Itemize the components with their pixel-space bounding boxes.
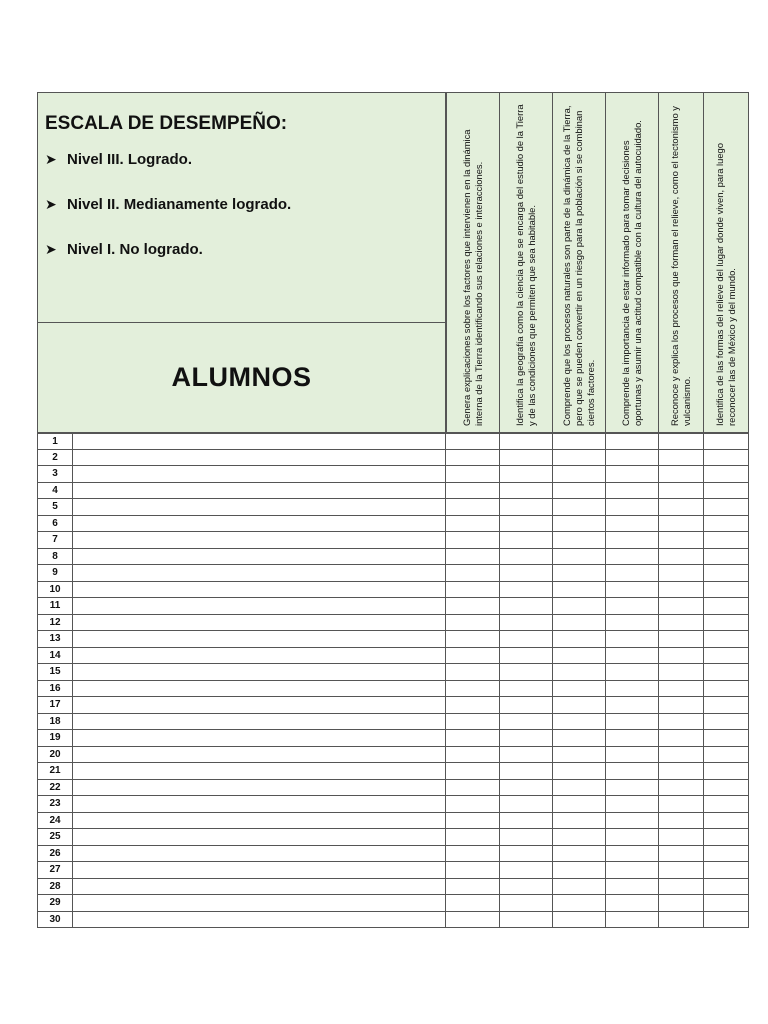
criterion-6-cell[interactable] (704, 549, 749, 566)
criterion-6-cell[interactable] (704, 648, 749, 665)
criterion-5-cell[interactable] (659, 796, 704, 813)
criterion-6-cell[interactable] (704, 466, 749, 483)
criterion-2-cell[interactable] (500, 846, 553, 863)
criterion-1-cell[interactable] (446, 912, 500, 929)
row-number: 20 (37, 747, 73, 764)
row-number: 19 (37, 730, 73, 747)
criterion-3-cell[interactable] (553, 565, 606, 582)
criterion-3-cell[interactable] (553, 780, 606, 797)
criterion-4-cell[interactable] (606, 598, 659, 615)
criterion-4-cell[interactable] (606, 631, 659, 648)
criterion-2-cell[interactable] (500, 483, 553, 500)
criterion-3-cell[interactable] (553, 879, 606, 896)
criterion-4-cell[interactable] (606, 895, 659, 912)
criterion-6-cell[interactable] (704, 714, 749, 731)
criterion-5-cell[interactable] (659, 912, 704, 929)
criterion-4-cell[interactable] (606, 730, 659, 747)
criterion-5-cell[interactable] (659, 631, 704, 648)
criterion-3-cell[interactable] (553, 912, 606, 929)
criterion-5-cell[interactable] (659, 780, 704, 797)
student-name-cell[interactable] (73, 532, 446, 549)
student-name-cell[interactable] (73, 846, 446, 863)
criterion-2-cell[interactable] (500, 912, 553, 929)
student-name-cell[interactable] (73, 813, 446, 830)
criterion-3-cell[interactable] (553, 829, 606, 846)
criterion-5-cell[interactable] (659, 895, 704, 912)
student-name-cell[interactable] (73, 681, 446, 698)
criterion-5-cell[interactable] (659, 598, 704, 615)
criterion-4-cell[interactable] (606, 813, 659, 830)
criterion-6-cell[interactable] (704, 450, 749, 467)
scale-title: ESCALA DE DESEMPEÑO: (45, 113, 288, 134)
criterion-1-cell[interactable] (446, 730, 500, 747)
criterion-6-cell[interactable] (704, 846, 749, 863)
criterion-2-cell[interactable] (500, 466, 553, 483)
student-name-cell[interactable] (73, 565, 446, 582)
table-row (37, 862, 749, 879)
table-row (37, 483, 749, 500)
criterion-6-cell[interactable] (704, 516, 749, 533)
row-number: 23 (37, 796, 73, 813)
criterion-4-cell[interactable] (606, 549, 659, 566)
criterion-5-cell[interactable] (659, 565, 704, 582)
evaluation-sheet (37, 92, 749, 928)
criterion-6-cell[interactable] (704, 829, 749, 846)
student-name-cell[interactable] (73, 879, 446, 896)
level-2 (45, 196, 445, 213)
criterion-6-cell[interactable] (704, 796, 749, 813)
criterion-6-cell[interactable] (704, 730, 749, 747)
criterion-4-cell[interactable] (606, 846, 659, 863)
criterion-4-cell[interactable] (606, 912, 659, 929)
criterion-1-cell[interactable] (446, 862, 500, 879)
criterion-1-cell[interactable] (446, 615, 500, 632)
criterion-6-cell[interactable] (704, 681, 749, 698)
criterion-3-cell[interactable] (553, 532, 606, 549)
student-name-cell[interactable] (73, 433, 446, 450)
criterion-6-cell[interactable] (704, 813, 749, 830)
table-row (37, 846, 749, 863)
criterion-5-cell[interactable] (659, 483, 704, 500)
criterion-1-cell[interactable] (446, 516, 500, 533)
criterion-6-cell[interactable] (704, 615, 749, 632)
criterion-2-cell[interactable] (500, 532, 553, 549)
criterion-5-cell[interactable] (659, 862, 704, 879)
row-number: 11 (37, 598, 73, 615)
criterion-3-cell[interactable] (553, 433, 606, 450)
criterion-6-cell[interactable] (704, 483, 749, 500)
criterion-2-cell[interactable] (500, 681, 553, 698)
table-row (37, 763, 749, 780)
criterion-2-cell[interactable] (500, 648, 553, 665)
criterion-4-cell[interactable] (606, 862, 659, 879)
criterion-3-cell[interactable] (553, 796, 606, 813)
criterion-5-cell[interactable] (659, 648, 704, 665)
criterion-4-cell[interactable] (606, 516, 659, 533)
student-name-cell[interactable] (73, 631, 446, 648)
criterion-5-cell[interactable] (659, 714, 704, 731)
criterion-4-cell[interactable] (606, 879, 659, 896)
arrow-bullet-icon: ➤ (45, 196, 57, 212)
row-number: 18 (37, 714, 73, 731)
criterion-5-cell[interactable] (659, 730, 704, 747)
criterion-5-cell[interactable] (659, 433, 704, 450)
row-number: 22 (37, 780, 73, 797)
criterion-6-cell[interactable] (704, 664, 749, 681)
criterion-3-cell[interactable] (553, 450, 606, 467)
row-number: 24 (37, 813, 73, 830)
criterion-2-cell[interactable] (500, 862, 553, 879)
criterion-3-cell[interactable] (553, 763, 606, 780)
criterion-2-cell[interactable] (500, 730, 553, 747)
row-number: 13 (37, 631, 73, 648)
criterion-1-cell[interactable] (446, 466, 500, 483)
table-row (37, 895, 749, 912)
row-number: 16 (37, 681, 73, 698)
criterion-4-cell[interactable] (606, 499, 659, 516)
criterion-5-cell[interactable] (659, 747, 704, 764)
criterion-header-3 (552, 92, 606, 433)
criterion-1-cell[interactable] (446, 846, 500, 863)
arrow-bullet-icon: ➤ (45, 151, 57, 167)
criterion-5-cell[interactable] (659, 499, 704, 516)
criterion-6-cell[interactable] (704, 879, 749, 896)
row-number: 1 (37, 433, 73, 450)
criterion-header-4 (605, 92, 659, 433)
criterion-1-cell[interactable] (446, 532, 500, 549)
criterion-1-cell[interactable] (446, 813, 500, 830)
student-name-cell[interactable] (73, 747, 446, 764)
row-number: 25 (37, 829, 73, 846)
criterion-3-cell[interactable] (553, 697, 606, 714)
student-name-cell[interactable] (73, 780, 446, 797)
criterion-4-cell[interactable] (606, 648, 659, 665)
criterion-4-cell[interactable] (606, 829, 659, 846)
criterion-header-6 (703, 92, 749, 433)
criterion-1-cell[interactable] (446, 747, 500, 764)
table-row (37, 433, 749, 450)
criterion-1-cell[interactable] (446, 549, 500, 566)
row-number: 2 (37, 450, 73, 467)
criterion-3-cell[interactable] (553, 730, 606, 747)
criterion-4-cell[interactable] (606, 532, 659, 549)
table-row (37, 664, 749, 681)
criterion-5-cell[interactable] (659, 763, 704, 780)
criterion-text: Genera explicaciones sobre los factores que intervienen en la dinámica interna de la Tierra identificando sus relaciones e interacciones. (461, 128, 484, 426)
criterion-1-cell[interactable] (446, 829, 500, 846)
table-row (37, 466, 749, 483)
criterion-2-cell[interactable] (500, 450, 553, 467)
criterion-6-cell[interactable] (704, 582, 749, 599)
criterion-1-cell[interactable] (446, 433, 500, 450)
student-name-cell[interactable] (73, 697, 446, 714)
table-row (37, 549, 749, 566)
criterion-5-cell[interactable] (659, 813, 704, 830)
row-number: 8 (37, 549, 73, 566)
table-row (37, 730, 749, 747)
criterion-1-cell[interactable] (446, 796, 500, 813)
criterion-3-cell[interactable] (553, 516, 606, 533)
criterion-5-cell[interactable] (659, 582, 704, 599)
student-name-cell[interactable] (73, 730, 446, 747)
row-number: 27 (37, 862, 73, 879)
student-rows (37, 433, 749, 928)
table-row (37, 565, 749, 582)
criterion-4-cell[interactable] (606, 450, 659, 467)
criterion-5-cell[interactable] (659, 532, 704, 549)
criterion-1-cell[interactable] (446, 763, 500, 780)
criterion-1-cell[interactable] (446, 499, 500, 516)
criterion-header-2 (499, 92, 553, 433)
criterion-3-cell[interactable] (553, 631, 606, 648)
table-row (37, 780, 749, 797)
criterion-3-cell[interactable] (553, 664, 606, 681)
criterion-text: Comprende la importancia de estar informado para tomar decisiones oportunas y asumir una actitud compatible con la cultura del autocuidado. (620, 119, 643, 426)
criterion-1-cell[interactable] (446, 598, 500, 615)
student-name-cell[interactable] (73, 483, 446, 500)
row-number: 28 (37, 879, 73, 896)
row-number: 7 (37, 532, 73, 549)
criterion-6-cell[interactable] (704, 895, 749, 912)
student-name-cell[interactable] (73, 466, 446, 483)
criterion-3-cell[interactable] (553, 499, 606, 516)
criterion-header-5 (658, 92, 704, 433)
criterion-5-cell[interactable] (659, 516, 704, 533)
criterion-6-cell[interactable] (704, 747, 749, 764)
criterion-6-cell[interactable] (704, 598, 749, 615)
criterion-3-cell[interactable] (553, 846, 606, 863)
level-label: Nivel III. Logrado. (67, 151, 193, 168)
criterion-2-cell[interactable] (500, 499, 553, 516)
criterion-6-cell[interactable] (704, 631, 749, 648)
table-row (37, 747, 749, 764)
criterion-text: Identifica de las formas del relieve del lugar donde viven, para luego reconocer las de México y del mundo. (714, 142, 737, 426)
criterion-4-cell[interactable] (606, 664, 659, 681)
criterion-2-cell[interactable] (500, 664, 553, 681)
student-name-cell[interactable] (73, 516, 446, 533)
criterion-5-cell[interactable] (659, 664, 704, 681)
criterion-2-cell[interactable] (500, 747, 553, 764)
criterion-5-cell[interactable] (659, 549, 704, 566)
criterion-6-cell[interactable] (704, 532, 749, 549)
criterion-2-cell[interactable] (500, 895, 553, 912)
criterion-4-cell[interactable] (606, 763, 659, 780)
row-number: 12 (37, 615, 73, 632)
criterion-5-cell[interactable] (659, 697, 704, 714)
criterion-3-cell[interactable] (553, 483, 606, 500)
criterion-2-cell[interactable] (500, 829, 553, 846)
level-label: Nivel II. Medianamente logrado. (67, 196, 292, 213)
criterion-5-cell[interactable] (659, 681, 704, 698)
row-number: 17 (37, 697, 73, 714)
row-number: 4 (37, 483, 73, 500)
criterion-3-cell[interactable] (553, 582, 606, 599)
student-name-cell[interactable] (73, 450, 446, 467)
row-number: 26 (37, 846, 73, 863)
criterion-2-cell[interactable] (500, 714, 553, 731)
criterion-text: Identifica la geografía como la ciencia que se encarga del estudio de la Tierra y de las condiciones que permiten que sea habitable. (514, 103, 537, 426)
table-row (37, 879, 749, 896)
student-name-cell[interactable] (73, 615, 446, 632)
performance-scale-box (37, 92, 446, 323)
criterion-3-cell[interactable] (553, 648, 606, 665)
criterion-5-cell[interactable] (659, 450, 704, 467)
criterion-2-cell[interactable] (500, 549, 553, 566)
criterion-text: Reconoce y explica los procesos que forman el relieve, como el tectonismo y vulcanismo. (669, 105, 692, 426)
table-row (37, 714, 749, 731)
criterion-1-cell[interactable] (446, 631, 500, 648)
criterion-3-cell[interactable] (553, 895, 606, 912)
criterion-4-cell[interactable] (606, 697, 659, 714)
level-3 (45, 151, 445, 168)
table-row (37, 450, 749, 467)
criterion-2-cell[interactable] (500, 516, 553, 533)
row-number: 6 (37, 516, 73, 533)
criterion-text: Comprende que los procesos naturales son parte de la dinámica de la Tierra, pero que se pueden convertir en un riesgo para la población si se combinan ciertos factores. (561, 105, 596, 426)
criterion-6-cell[interactable] (704, 780, 749, 797)
criterion-2-cell[interactable] (500, 598, 553, 615)
criterion-1-cell[interactable] (446, 697, 500, 714)
criterion-2-cell[interactable] (500, 697, 553, 714)
table-row (37, 829, 749, 846)
row-number: 14 (37, 648, 73, 665)
student-name-cell[interactable] (73, 862, 446, 879)
table-row (37, 598, 749, 615)
table-row (37, 648, 749, 665)
students-header: ALUMNOS (171, 362, 312, 392)
table-row (37, 631, 749, 648)
criterion-1-cell[interactable] (446, 664, 500, 681)
criterion-2-cell[interactable] (500, 582, 553, 599)
criterion-4-cell[interactable] (606, 433, 659, 450)
table-row (37, 532, 749, 549)
criterion-4-cell[interactable] (606, 582, 659, 599)
students-header-box (37, 322, 446, 433)
student-name-cell[interactable] (73, 714, 446, 731)
criterion-6-cell[interactable] (704, 433, 749, 450)
student-name-cell[interactable] (73, 895, 446, 912)
criterion-1-cell[interactable] (446, 879, 500, 896)
criterion-5-cell[interactable] (659, 466, 704, 483)
criterion-6-cell[interactable] (704, 499, 749, 516)
criterion-3-cell[interactable] (553, 466, 606, 483)
student-name-cell[interactable] (73, 549, 446, 566)
table-row (37, 499, 749, 516)
criterion-2-cell[interactable] (500, 813, 553, 830)
criterion-4-cell[interactable] (606, 796, 659, 813)
criterion-3-cell[interactable] (553, 714, 606, 731)
criterion-2-cell[interactable] (500, 433, 553, 450)
row-number: 3 (37, 466, 73, 483)
criterion-3-cell[interactable] (553, 862, 606, 879)
criterion-5-cell[interactable] (659, 846, 704, 863)
criterion-2-cell[interactable] (500, 763, 553, 780)
student-name-cell[interactable] (73, 796, 446, 813)
row-number: 9 (37, 565, 73, 582)
criterion-4-cell[interactable] (606, 483, 659, 500)
student-name-cell[interactable] (73, 829, 446, 846)
criterion-4-cell[interactable] (606, 615, 659, 632)
criterion-3-cell[interactable] (553, 681, 606, 698)
arrow-bullet-icon: ➤ (45, 241, 57, 257)
criterion-2-cell[interactable] (500, 631, 553, 648)
criterion-6-cell[interactable] (704, 763, 749, 780)
student-name-cell[interactable] (73, 648, 446, 665)
table-row (37, 697, 749, 714)
row-number: 30 (37, 912, 73, 929)
criterion-4-cell[interactable] (606, 565, 659, 582)
level-1 (45, 241, 445, 258)
criterion-5-cell[interactable] (659, 615, 704, 632)
student-name-cell[interactable] (73, 664, 446, 681)
criterion-2-cell[interactable] (500, 879, 553, 896)
table-row (37, 796, 749, 813)
row-number: 5 (37, 499, 73, 516)
criterion-4-cell[interactable] (606, 747, 659, 764)
criterion-3-cell[interactable] (553, 747, 606, 764)
criterion-3-cell[interactable] (553, 813, 606, 830)
criterion-1-cell[interactable] (446, 648, 500, 665)
criterion-4-cell[interactable] (606, 780, 659, 797)
criterion-1-cell[interactable] (446, 450, 500, 467)
table-row (37, 615, 749, 632)
criterion-2-cell[interactable] (500, 565, 553, 582)
criterion-3-cell[interactable] (553, 549, 606, 566)
student-name-cell[interactable] (73, 912, 446, 929)
criterion-6-cell[interactable] (704, 697, 749, 714)
table-row (37, 582, 749, 599)
criterion-1-cell[interactable] (446, 681, 500, 698)
row-number: 10 (37, 582, 73, 599)
criterion-2-cell[interactable] (500, 780, 553, 797)
criterion-4-cell[interactable] (606, 681, 659, 698)
table-row (37, 813, 749, 830)
criterion-3-cell[interactable] (553, 598, 606, 615)
student-name-cell[interactable] (73, 598, 446, 615)
criterion-1-cell[interactable] (446, 483, 500, 500)
criterion-1-cell[interactable] (446, 780, 500, 797)
criterion-1-cell[interactable] (446, 582, 500, 599)
row-number: 15 (37, 664, 73, 681)
table-row (37, 681, 749, 698)
criterion-6-cell[interactable] (704, 565, 749, 582)
level-label: Nivel I. No logrado. (67, 241, 203, 258)
table-row (37, 516, 749, 533)
criterion-5-cell[interactable] (659, 879, 704, 896)
row-number: 21 (37, 763, 73, 780)
criterion-5-cell[interactable] (659, 829, 704, 846)
criterion-header-1 (446, 92, 500, 433)
criterion-4-cell[interactable] (606, 466, 659, 483)
student-name-cell[interactable] (73, 582, 446, 599)
criterion-2-cell[interactable] (500, 615, 553, 632)
criterion-1-cell[interactable] (446, 565, 500, 582)
criterion-4-cell[interactable] (606, 714, 659, 731)
criterion-1-cell[interactable] (446, 895, 500, 912)
criterion-1-cell[interactable] (446, 714, 500, 731)
criterion-6-cell[interactable] (704, 912, 749, 929)
table-row (37, 912, 749, 929)
student-name-cell[interactable] (73, 763, 446, 780)
row-number: 29 (37, 895, 73, 912)
criterion-2-cell[interactable] (500, 796, 553, 813)
criterion-3-cell[interactable] (553, 615, 606, 632)
student-name-cell[interactable] (73, 499, 446, 516)
criterion-6-cell[interactable] (704, 862, 749, 879)
